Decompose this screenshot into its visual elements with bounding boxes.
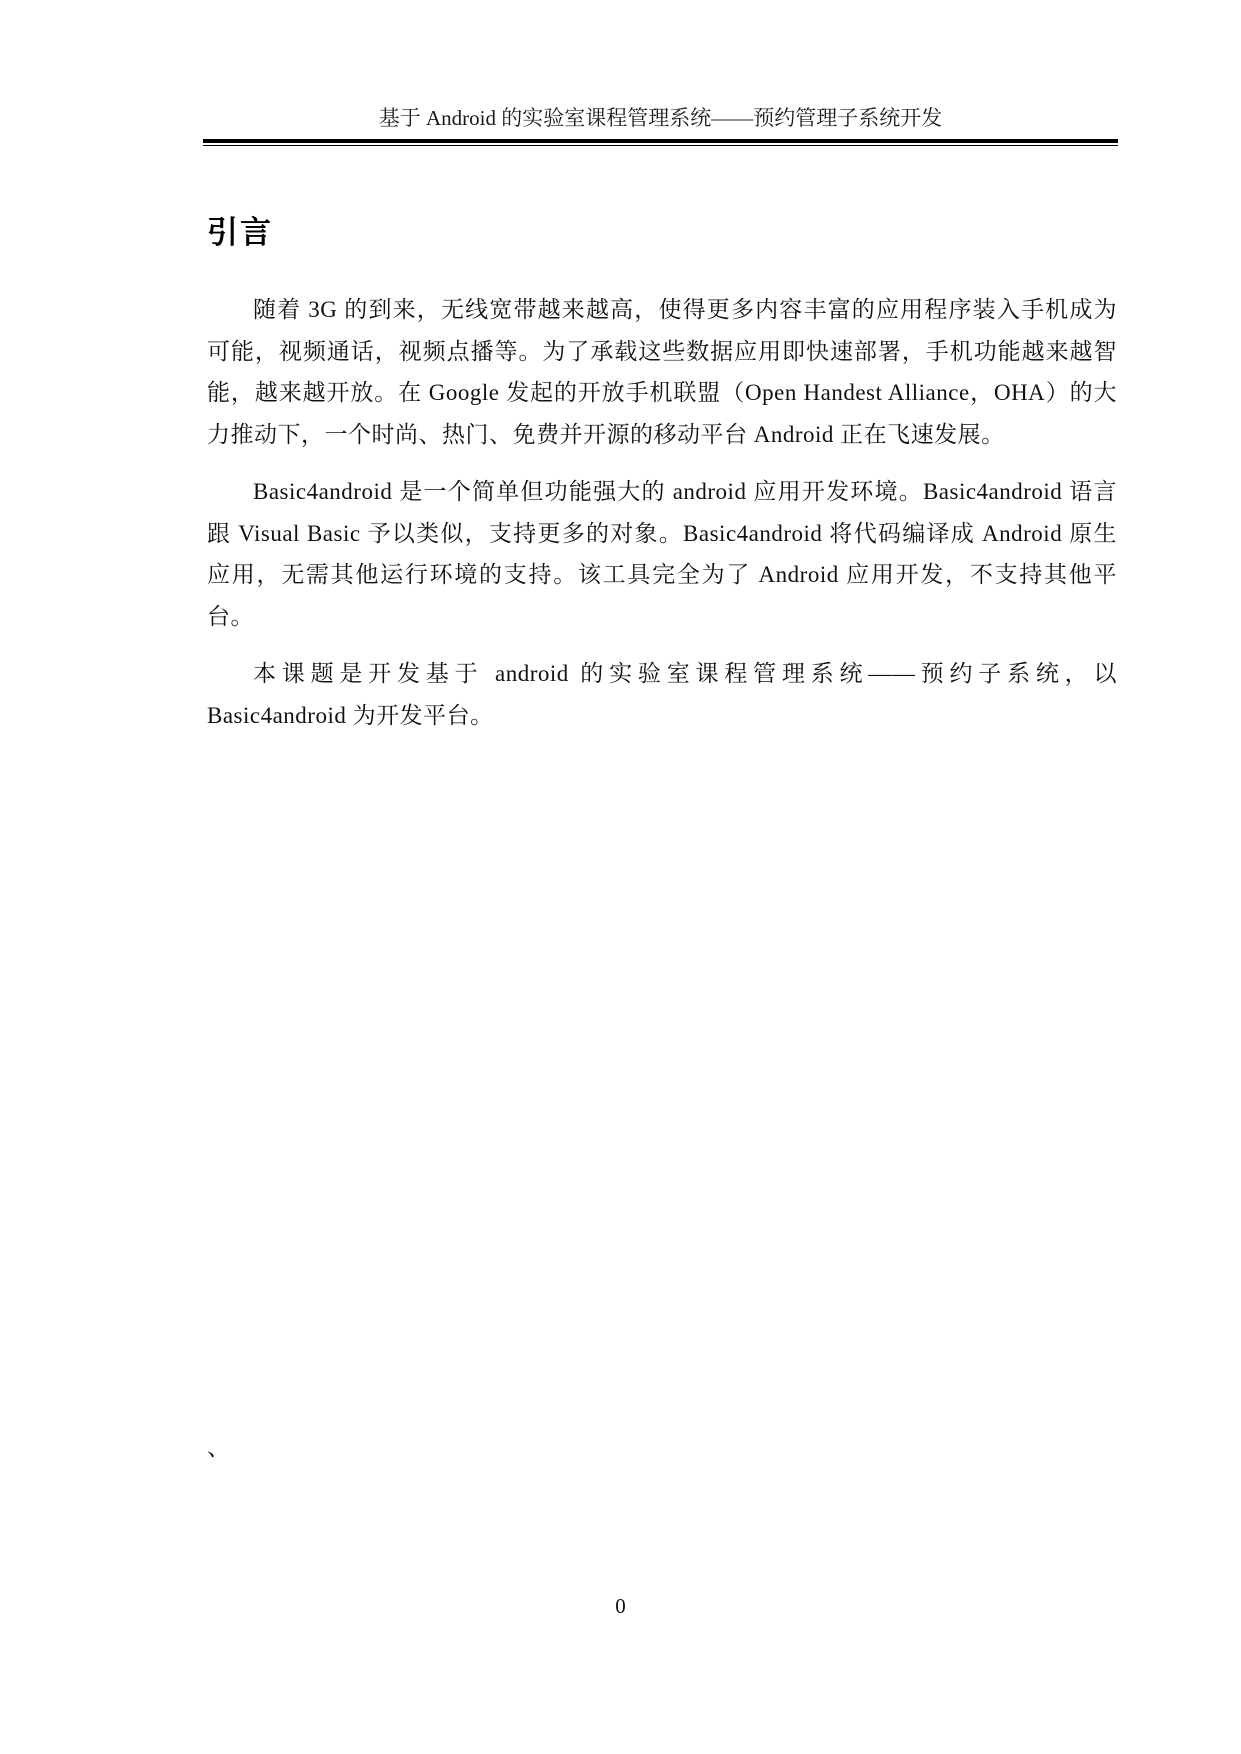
running-header: 基于 Android 的实验室课程管理系统——预约管理子系统开发 — [378, 106, 943, 130]
paragraph-2: Basic4android 是一个简单但功能强大的 android 应用开发环境。Basic4android 语言跟 Visual Basic 予以类似，支持更多的对象。Basic4android 将代码编译成 Android 原生应用，无需其他运行环境的支持。该工具完全为了 Android 应用开发，不支持其他平台。 — [207, 479, 1117, 629]
header-rule-thick — [203, 139, 1118, 143]
header-rule-thin — [203, 145, 1118, 146]
paragraph-1: 随着 3G 的到来，无线宽带越来越高，使得更多内容丰富的应用程序装入手机成为可能，视频通话，视频点播等。为了承载这些数据应用即快速部署，手机功能越来越智能，越来越开放。在 Google 发起的开放手机联盟（Open Handest Alliance，OHA）的大力推动下，一个时尚、热门、免费并开源的移动平台 Android 正在飞速发展。 — [207, 297, 1117, 447]
stray-punctuation-mark: 、 — [207, 1435, 230, 1460]
paragraph-3: 本课题是开发基于 android 的实验室课程管理系统——预约子系统，以 Basic4android 为开发平台。 — [207, 661, 1117, 728]
page-number: 0 — [615, 1594, 626, 1618]
section-heading: 引言 — [207, 215, 273, 251]
body-text — [207, 289, 1117, 752]
